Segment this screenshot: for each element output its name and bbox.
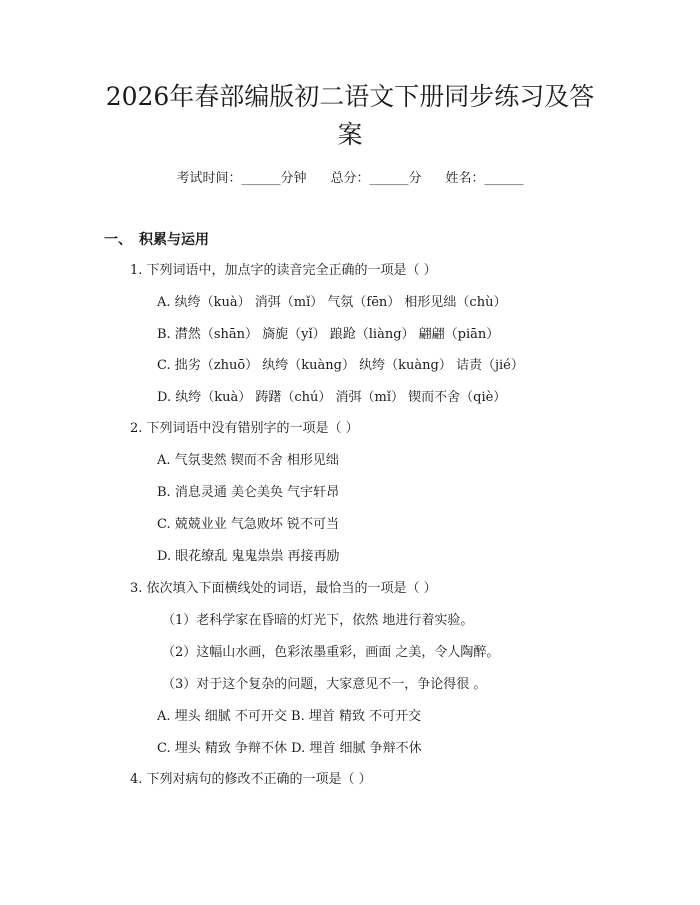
- title-line-1: 2026年春部编版初二语文下册同步练习及答: [105, 82, 595, 111]
- question-3-stem: 3. 依次填入下面横线处的词语，最恰当的一项是（ ）: [130, 581, 437, 596]
- section-heading: 一、 积累与运用: [104, 232, 209, 248]
- total-score: 总分：______分: [330, 171, 422, 186]
- question-1-option-c: C. 拙劣（zhuō） 纨绔（kuàng） 纨绔（kuàng） 诘责（jié）: [157, 358, 524, 373]
- question-2-option-c: C. 兢兢业业 气急败坏 锐不可当: [157, 517, 340, 532]
- student-name: 姓名：______: [445, 171, 524, 186]
- exam-time: 考试时间：______分钟: [176, 171, 307, 186]
- exam-info: [0, 170, 700, 188]
- question-4-stem: 4. 下列对病句的修改不正确的一项是（ ）: [130, 772, 372, 787]
- question-3-sentence-1: （1）老科学家在昏暗的灯光下，依然 地进行着实验。: [162, 613, 474, 628]
- document-title: [60, 78, 640, 154]
- title-line-2: 案: [337, 120, 363, 149]
- question-2-option-a: A. 气氛斐然 锲而不舍 相形见绌: [157, 453, 339, 468]
- question-3-sentence-2: （2）这幅山水画，色彩浓墨重彩，画面 之美，令人陶醉。: [162, 645, 500, 660]
- question-2-option-b: B. 消息灵通 美仑美奂 气宇轩昂: [157, 485, 340, 500]
- question-2-option-d: D. 眼花缭乱 鬼鬼祟祟 再接再励: [157, 549, 340, 564]
- question-3-options-cd: C. 埋头 精致 争辩不休 D. 埋首 细腻 争辩不休: [157, 741, 422, 756]
- question-1-option-a: A. 纨绔（kuà） 消弭（mǐ） 气氛（fēn） 相形见绌（chù）: [157, 295, 507, 310]
- question-3-sentence-3: （3）对于这个复杂的问题，大家意见不一，争论得很 。: [162, 677, 487, 692]
- question-2-stem: 2. 下列词语中没有错别字的一项是（ ）: [130, 421, 359, 436]
- question-3-options-ab: A. 埋头 细腻 不可开交 B. 埋首 精致 不可开交: [157, 709, 422, 724]
- question-1-option-b: B. 潸然（shān） 旖旎（yǐ） 踉跄（liàng） 翩翩（piān）: [157, 327, 500, 342]
- question-1-stem: 1. 下列词语中，加点字的读音完全正确的一项是（ ）: [130, 263, 437, 278]
- question-1-option-d: D. 纨绔（kuà） 踌躇（chú） 消弭（mǐ） 锲而不舍（qiè）: [157, 390, 507, 405]
